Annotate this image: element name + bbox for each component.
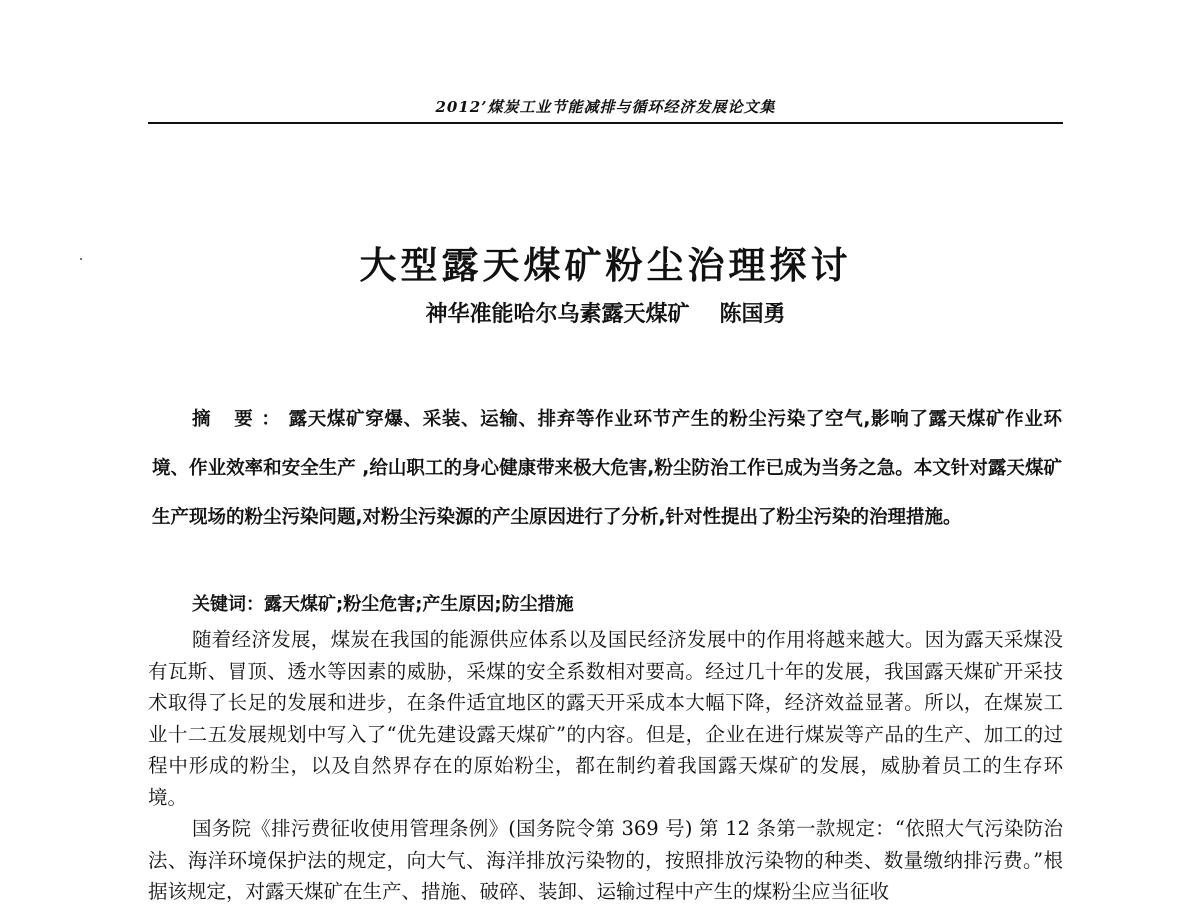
- author-name: 陈国勇: [719, 302, 786, 327]
- body-text: [148, 624, 1063, 908]
- abstract-text: 露天煤矿穿爆、采装、运输、排弃等作业环节产生的粉尘污染了空气,影响了露天煤矿作业环境、作业效率和安全生产 ,给山职工的身心健康带来极大危害,粉尘防治工作已成为当务之急。本文针对露天煤矿生产现场的粉尘污染问题,对粉尘污染源的产尘原因进行了分析,针对性提出了粉尘污染的治理措施。: [152, 409, 1062, 528]
- abstract-label: 摘 要：: [192, 409, 289, 430]
- running-header: 2012’煤炭工业节能减排与循环经济发展论文集: [435, 98, 776, 116]
- author-affiliation: 神华准能哈尔乌素露天煤矿: [425, 302, 690, 327]
- byline: [148, 297, 1063, 328]
- abstract: [152, 395, 1062, 542]
- scan-speck: [80, 258, 82, 260]
- keywords: [192, 590, 574, 616]
- keywords-text: 露天煤矿;粉尘危害;产生原因;防尘措施: [264, 594, 574, 615]
- article-title: 大型露天煤矿粉尘治理探讨: [359, 243, 852, 287]
- body-paragraph: 随着经济发展，煤炭在我国的能源供应体系以及国民经济发展中的作用将越来越大。因为露天采煤没有瓦斯、冒顶、透水等因素的威胁，采煤的安全系数相对要高。经过几十年的发展，我国露天煤矿开采技术取得了长足的发展和进步，在条件适宜地区的露天开采成本大幅下降，经济效益显著。所以，在煤炭工业十二五发展规划中写入了“优先建设露天煤矿”的内容。但是，企业在进行煤炭等产品的生产、加工的过程中形成的粉尘，以及自然界存在的原始粉尘，都在制约着我国露天煤矿的发展，威胁着员工的生存环境。: [148, 628, 1063, 809]
- header-rule: [148, 122, 1063, 124]
- body-paragraph: 国务院《排污费征收使用管理条例》(国务院令第 369 号) 第 12 条第一款规定：“依照大气污染防治法、海洋环境保护法的规定，向大气、海洋排放污染物的，按照排放污染物的种类、数量缴纳排污费。”根据该规定，对露天煤矿在生产、措施、破碎、装卸、运输过程中产生的煤粉尘应当征收: [148, 817, 1063, 903]
- keywords-label: 关键词：: [192, 594, 264, 615]
